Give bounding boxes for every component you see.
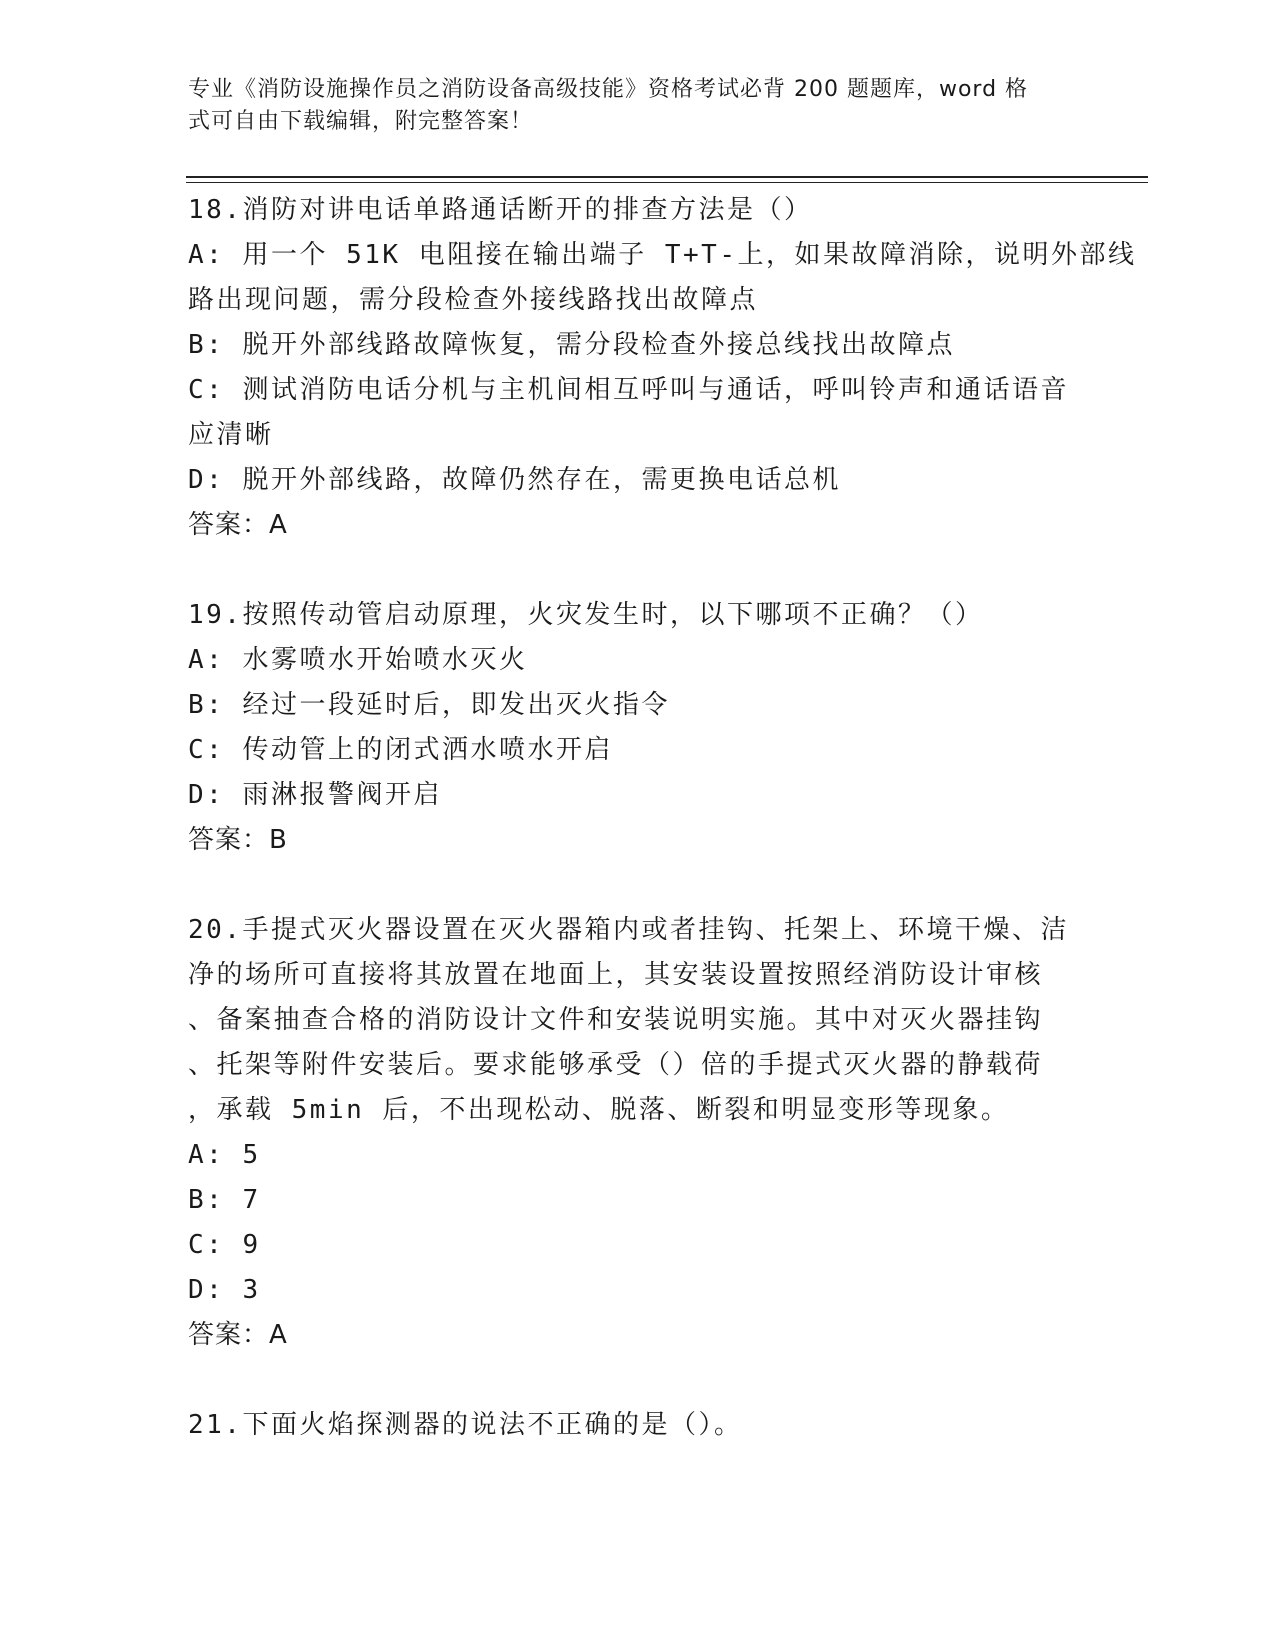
header-divider-thick: [186, 176, 1148, 178]
stem-line: 、备案抽查合格的消防设计文件和安装说明实施。其中对灭火器挂钩: [188, 1005, 1044, 1035]
header-line: 式可自由下载编辑，附完整答案！: [188, 109, 534, 134]
question-stem: 21.下面火焰探测器的说法不正确的是（）。: [188, 1410, 743, 1440]
question-stem: 19.按照传动管启动原理，火灾发生时，以下哪项不正确？（）: [188, 600, 984, 630]
option-line: B: 脱开外部线路故障恢复，需分段检查外接总线找出故障点: [188, 330, 955, 360]
question-list: [188, 188, 1188, 1493]
option-line: D: 脱开外部线路，故障仍然存在，需更换电话总机: [188, 465, 841, 495]
option-line: A: 5: [188, 1140, 261, 1170]
option-line: B: 经过一段延时后，即发出灭火指令: [188, 690, 670, 720]
option-b: [188, 1178, 1188, 1223]
option-line: A: 用一个 51K 电阻接在输出端子 T+T-上，如果故障消除，说明外部线: [188, 240, 1137, 270]
question-stem: 18.消防对讲电话单路通话断开的排查方法是（）: [188, 195, 813, 225]
option-d: [188, 773, 1188, 818]
option-d: [188, 458, 1188, 503]
option-line: A: 水雾喷水开始喷水灭火: [188, 645, 528, 675]
option-b: [188, 323, 1188, 368]
stem-line: 净的场所可直接将其放置在地面上，其安装设置按照经消防设计审核: [188, 960, 1044, 990]
option-b: [188, 683, 1188, 728]
stem-line: 20.手提式灭火器设置在灭火器箱内或者挂钩、托架上、环境干燥、洁: [188, 915, 1069, 945]
option-c: [188, 1223, 1188, 1268]
answer-label: 答案：B: [188, 825, 288, 855]
question-20: [188, 908, 1188, 1358]
question-19: [188, 593, 1188, 863]
option-d: [188, 1268, 1188, 1313]
stem-line: 、托架等附件安装后。要求能够承受（）倍的手提式灭火器的静载荷: [188, 1050, 1044, 1080]
question-stem: [188, 908, 1188, 1133]
option-line: C: 传动管上的闭式洒水喷水开启: [188, 735, 613, 765]
question-21: [188, 1403, 1188, 1448]
option-a: [188, 233, 1188, 323]
option-line: 路出现问题，需分段检查外接线路找出故障点: [188, 285, 759, 315]
header-divider-thin: [186, 182, 1148, 183]
answer-label: 答案：A: [188, 1320, 288, 1350]
option-c: [188, 368, 1188, 458]
option-line: 应清晰: [188, 420, 274, 450]
stem-line: ，承载 5min 后，不出现松动、脱落、断裂和明显变形等现象。: [188, 1095, 1010, 1125]
option-line: C: 测试消防电话分机与主机间相互呼叫与通话，呼叫铃声和通话语音: [188, 375, 1069, 405]
option-c: [188, 728, 1188, 773]
option-a: [188, 638, 1188, 683]
option-a: [188, 1133, 1188, 1178]
question-18: [188, 188, 1188, 548]
answer-label: 答案：A: [188, 510, 288, 540]
document-header: [188, 74, 1068, 138]
option-line: D: 3: [188, 1275, 261, 1305]
option-line: C: 9: [188, 1230, 261, 1260]
header-line: 专业《消防设施操作员之消防设备高级技能》资格考试必背 200 题题库，word 格: [188, 77, 1029, 102]
option-line: D: 雨淋报警阀开启: [188, 780, 442, 810]
option-line: B: 7: [188, 1185, 261, 1215]
